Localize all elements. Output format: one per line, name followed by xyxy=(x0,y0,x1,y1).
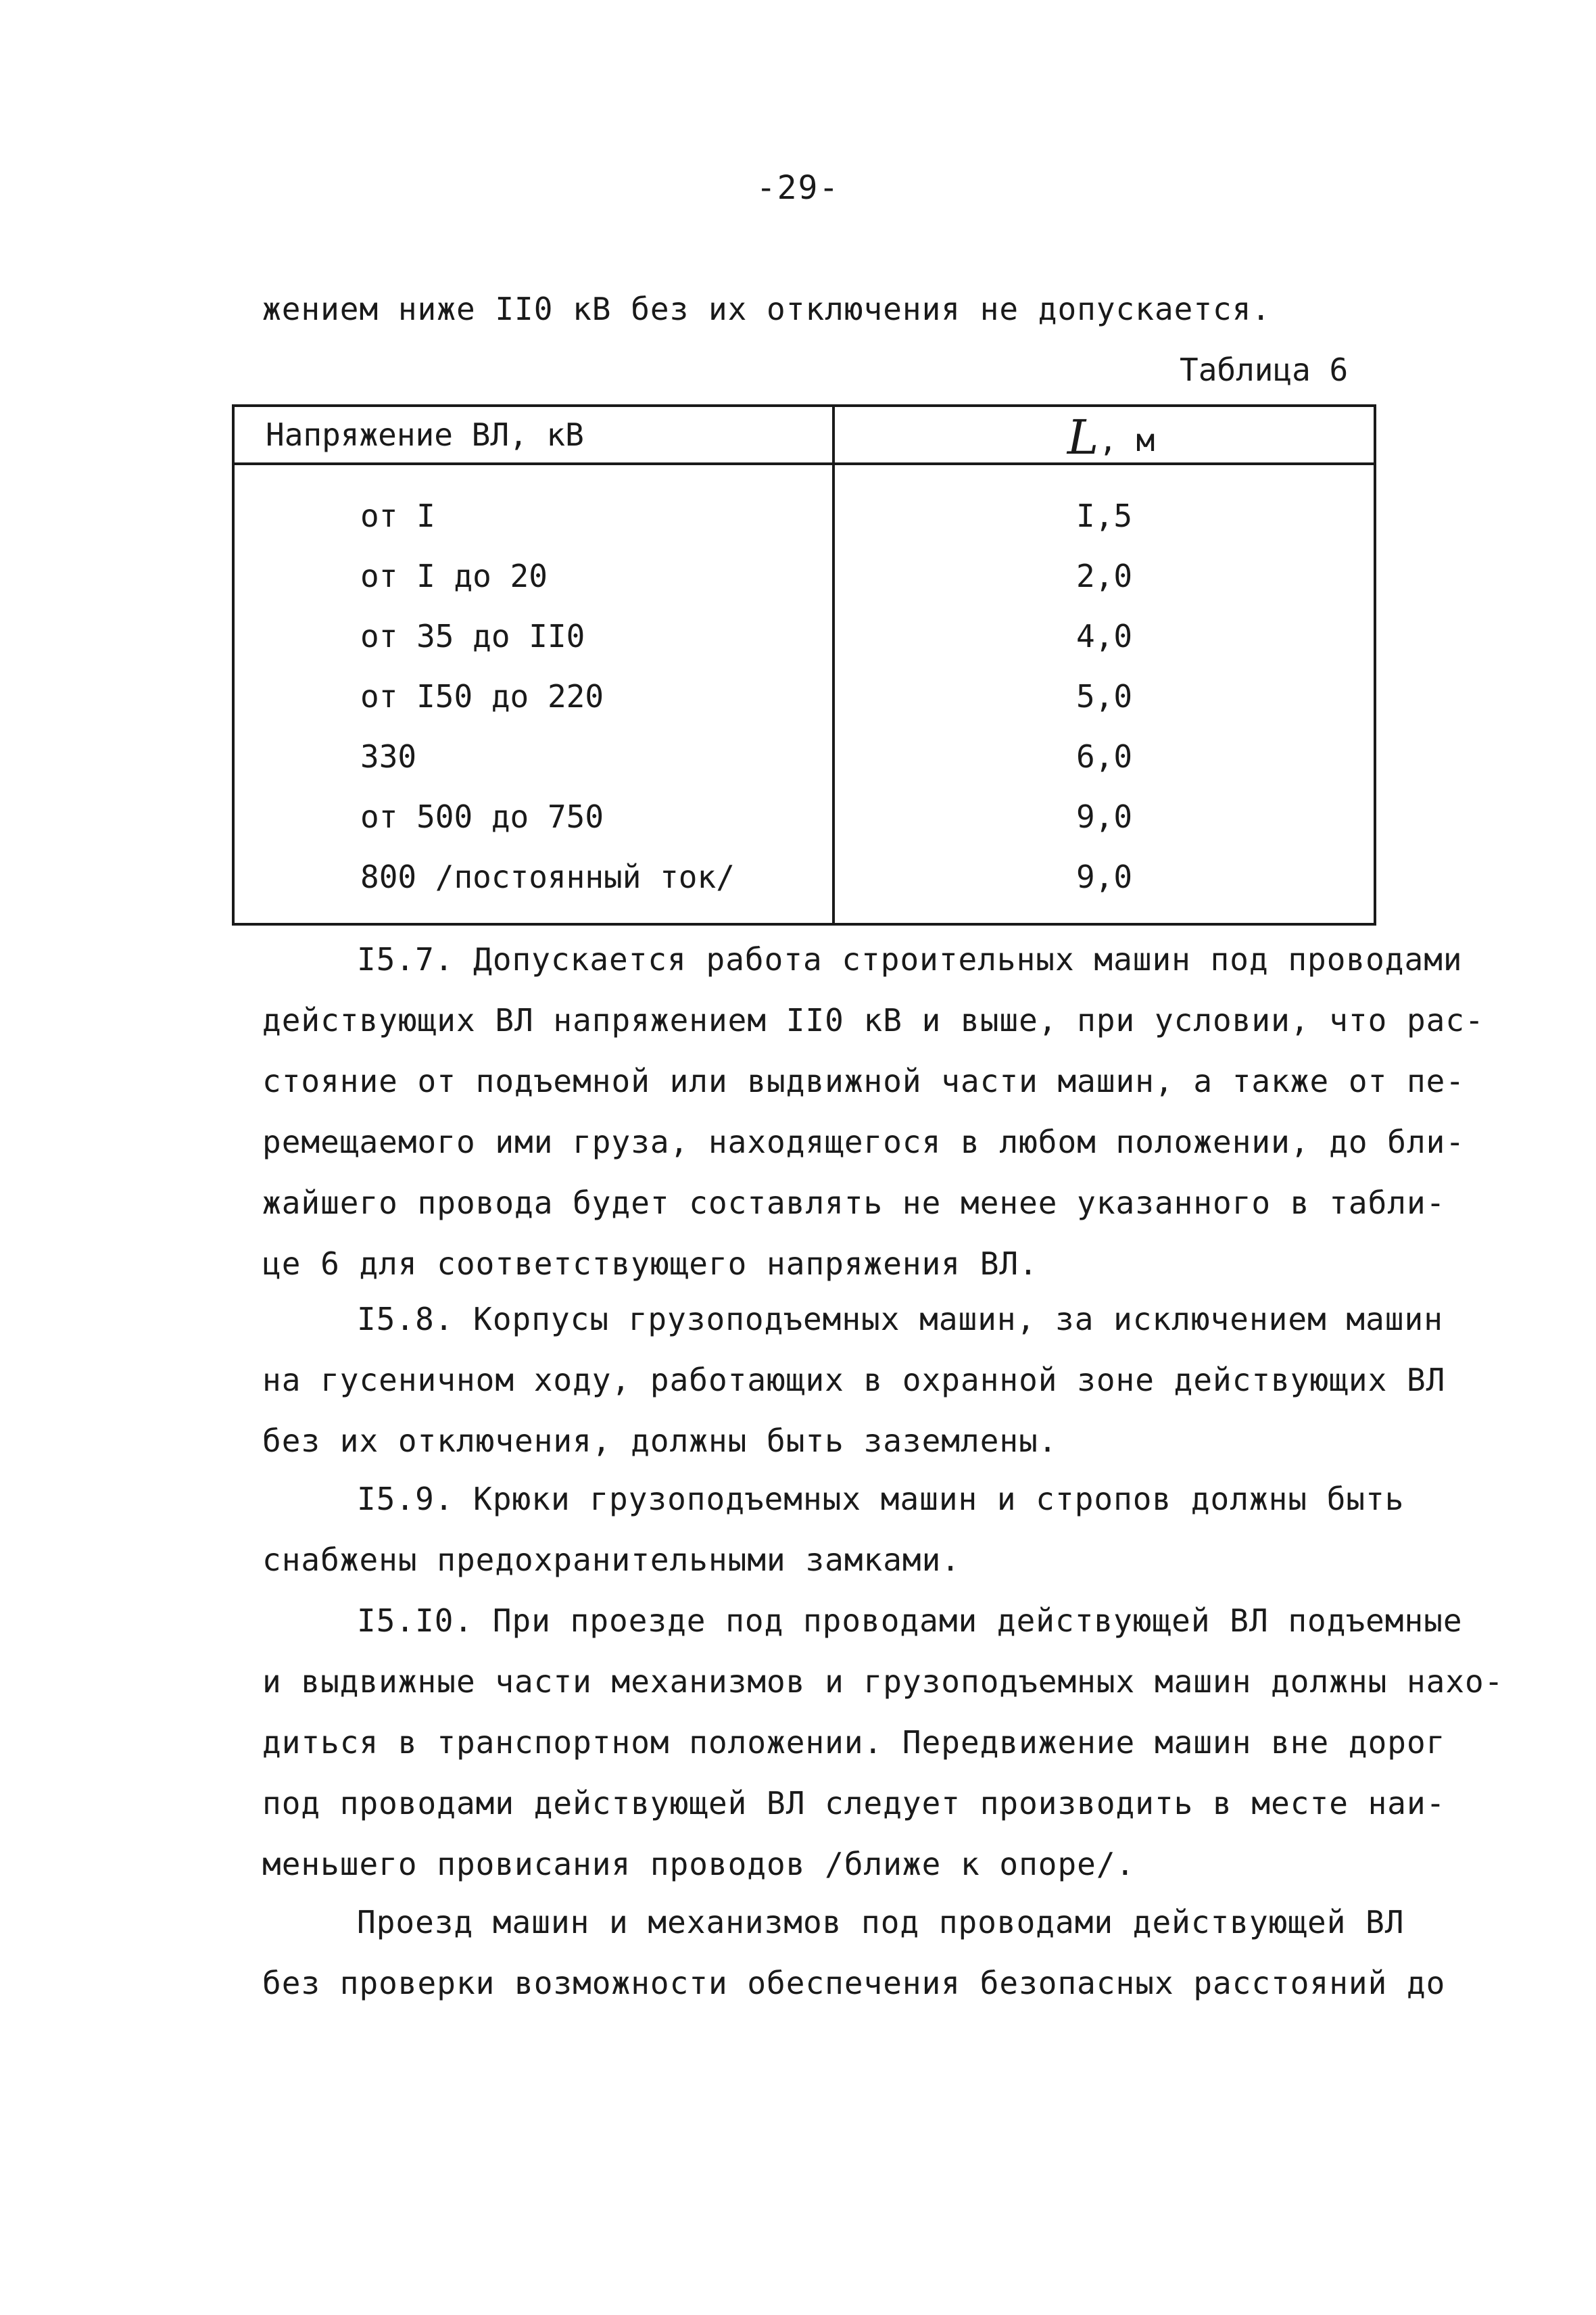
paragraph-passage-line: Проезд машин и механизмов под проводами действующей ВЛ xyxy=(357,1904,1405,1940)
paragraph-15-10-line: и выдвижные части механизмов и грузоподъемных машин должны нахо- xyxy=(262,1663,1504,1700)
table-row xyxy=(233,726,1375,786)
cell-distance: 4,0 xyxy=(1075,617,1133,654)
paragraph-15-8-line: без их отключения, должны быть заземлены. xyxy=(262,1423,1058,1459)
paragraph-15-9-line: снабжены предохранительными замками. xyxy=(262,1542,961,1578)
cell-voltage: от 500 до 750 xyxy=(233,786,833,846)
paragraph-15-10-line: I5.I0. При проезде под проводами действующей ВЛ подъемные xyxy=(357,1602,1463,1639)
cell-voltage: от 35 до II0 xyxy=(233,606,833,666)
cell-voltage: 800 /постоянный ток/ xyxy=(233,846,833,924)
paragraph-15-8-line: I5.8. Корпусы грузоподъемных машин, за исключением машин xyxy=(357,1301,1443,1337)
page-number: -29- xyxy=(756,169,840,207)
table-row xyxy=(233,666,1375,726)
paragraph-15-8-line: на гусеничном ходу, работающих в охранной зоне действующих ВЛ xyxy=(262,1362,1446,1398)
table-row xyxy=(233,546,1375,606)
paragraph-15-7-line: I5.7. Допускается работа строительных машин под проводами xyxy=(357,941,1463,978)
cell-distance: 9,0 xyxy=(1075,858,1133,895)
table-row xyxy=(233,786,1375,846)
paragraph-15-7-line: действующих ВЛ напряжением II0 кВ и выше, при условии, что рас- xyxy=(262,1002,1484,1039)
table-row xyxy=(233,606,1375,666)
header-voltage: Напряжение ВЛ, кВ xyxy=(233,406,833,464)
cell-distance: 6,0 xyxy=(1075,738,1133,775)
table-caption: Таблица 6 xyxy=(1180,352,1349,388)
paragraph-15-10-line: диться в транспортном положении. Передвижение машин вне дорог xyxy=(262,1724,1446,1761)
intro-line: жением ниже II0 кВ без их отключения не допускается. xyxy=(262,291,1272,327)
cell-voltage: 330 xyxy=(233,726,833,786)
voltage-distance-table xyxy=(232,404,1376,926)
header-distance xyxy=(833,406,1375,464)
table-header-row xyxy=(233,406,1375,464)
cell-voltage: от I до 20 xyxy=(233,546,833,606)
paragraph-15-7-line: жайшего провода будет составлять не менее указанного в табли- xyxy=(262,1185,1446,1221)
distance-unit: , м xyxy=(1098,422,1155,458)
cell-distance: 9,0 xyxy=(1075,798,1133,835)
table-row xyxy=(233,464,1375,546)
cell-distance: 5,0 xyxy=(1075,677,1133,715)
cell-distance: I,5 xyxy=(1075,497,1133,534)
paragraph-passage-line: без проверки возможности обеспечения безопасных расстояний до xyxy=(262,1965,1446,2001)
paragraph-15-7-line: ремещаемого ими груза, находящегося в любом положении, до бли- xyxy=(262,1124,1466,1160)
paragraph-15-10-line: меньшего провисания проводов /ближе к опоре/. xyxy=(262,1846,1136,1882)
distance-symbol: L xyxy=(1067,410,1099,465)
paragraph-15-7-line: стояние от подъемной или выдвижной части машин, а также от пе- xyxy=(262,1063,1466,1099)
paragraph-15-9-line: I5.9. Крюки грузоподъемных машин и стропов должны быть xyxy=(357,1481,1405,1517)
cell-distance: 2,0 xyxy=(1075,557,1133,594)
paragraph-15-7-line: це 6 для соответствующего напряжения ВЛ. xyxy=(262,1245,1038,1282)
paragraph-15-10-line: под проводами действующей ВЛ следует производить в месте наи- xyxy=(262,1785,1446,1821)
cell-voltage: от I xyxy=(233,464,833,546)
table-row xyxy=(233,846,1375,924)
cell-voltage: от I50 до 220 xyxy=(233,666,833,726)
